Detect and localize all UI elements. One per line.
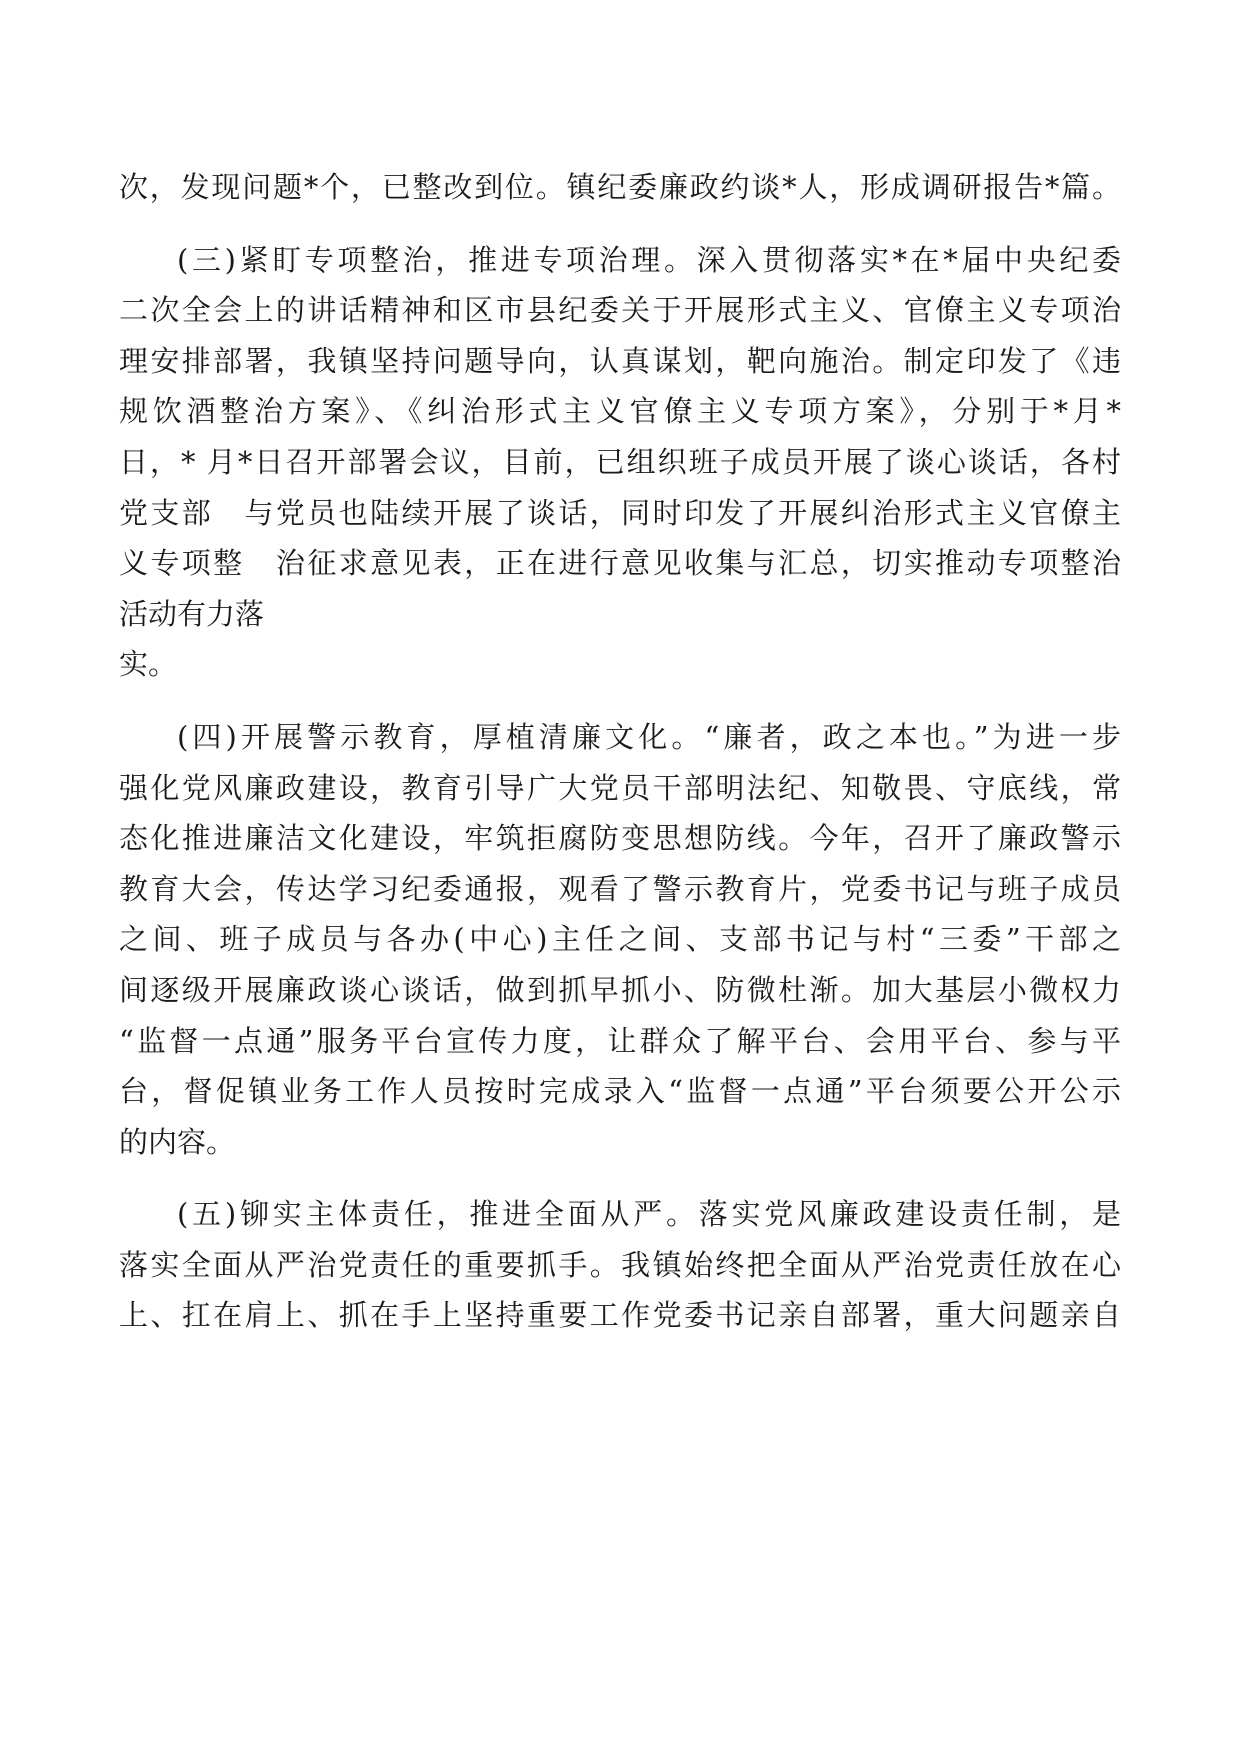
document-body: [119, 162, 1121, 1341]
text-line: 二次全会上的讲话精神和区市县纪委关于开展形式主义、官僚主义专项治: [119, 293, 1121, 328]
text-line: 之间、班子成员与各办(中心)主任之间、支部书记与村“三委”干部之: [119, 922, 1121, 957]
text-line: 教育大会，传达学习纪委通报，观看了警示教育片，党委书记与班子成员: [119, 871, 1121, 906]
text-line: “监督一点通”服务平台宣传力度，让群众了解平台、会用平台、参与平: [119, 1023, 1121, 1058]
text-line: 落实全面从严治党责任的重要抓手。我镇始终把全面从严治党责任放在心: [119, 1247, 1121, 1282]
text-line: (五)铆实主体责任，推进全面从严。落实党风廉政建设责任制，是: [177, 1197, 1121, 1232]
text-line: (四)开展警示教育，厚植清廉文化。“廉者，政之本也。”为进一步: [177, 719, 1121, 754]
text-line: 义专项整 治征求意见表，正在进行意见收集与汇总，切实推动专项整治: [119, 546, 1121, 581]
text-line: 规饮酒整治方案》、《纠治形式主义官僚主义专项方案》，分别于*月*: [119, 394, 1121, 429]
paragraph-section-4: [119, 712, 1121, 1167]
text-line: 实。: [119, 647, 178, 682]
paragraph-section-3: [119, 235, 1121, 690]
text-line: 台，督促镇业务工作人员按时完成录入“监督一点通”平台须要公开公示: [119, 1074, 1121, 1109]
text-line: 态化推进廉洁文化建设，牢筑拒腐防变思想防线。今年，召开了廉政警示: [119, 821, 1121, 856]
text-line: 日，* 月*日召开部署会议，目前，已组织班子成员开展了谈心谈话，各村: [119, 444, 1121, 479]
paragraph-continuation: [119, 162, 1121, 213]
text-line: 理安排部署，我镇坚持问题导向，认真谋划，靶向施治。制定印发了《违: [119, 343, 1121, 378]
text-line: 间逐级开展廉政谈心谈话，做到抓早抓小、防微杜渐。加大基层小微权力: [119, 972, 1121, 1007]
text-line: 的内容。: [119, 1124, 236, 1159]
paragraph-section-5: [119, 1189, 1121, 1341]
text-line: 次，发现问题*个，已整改到位。镇纪委廉政约谈*人，形成调研报告*篇。: [119, 170, 1121, 204]
text-line: (三)紧盯专项整治，推进专项治理。深入贯彻落实*在*届中央纪委: [177, 242, 1121, 277]
text-line: 强化党风廉政建设，教育引导广大党员干部明法纪、知敬畏、守底线，常: [119, 770, 1121, 805]
text-line: 上、扛在肩上、抓在手上坚持重要工作党委书记亲自部署，重大问题亲自: [119, 1298, 1121, 1333]
text-line: 活动有力落: [119, 596, 265, 631]
text-line: 党支部 与党员也陆续开展了谈话，同时印发了开展纠治形式主义官僚主: [119, 495, 1121, 530]
